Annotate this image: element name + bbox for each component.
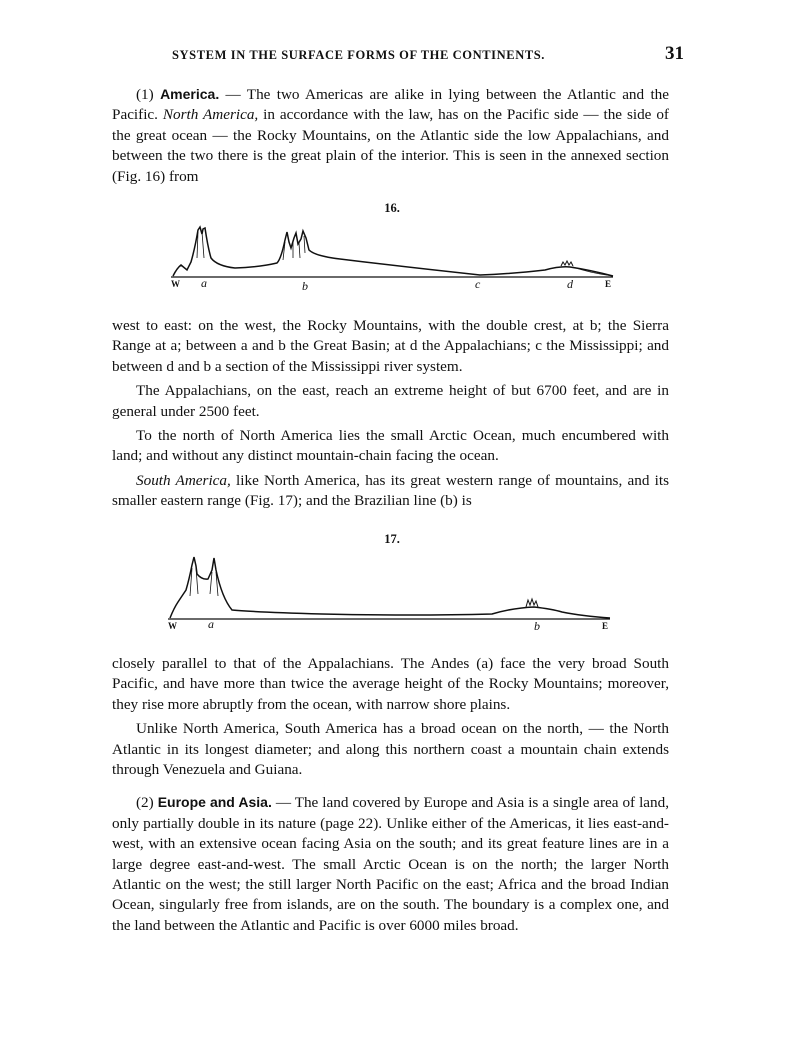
section-title: America. bbox=[160, 86, 220, 102]
fig17-label-a: a bbox=[208, 617, 214, 631]
section-number: (1) bbox=[136, 86, 154, 103]
paragraph-text: in accordance with the law, has on the Pacific side — the side of the great ocean — the Rocky Mountains, on the Atlantic side the low Appalachians, and between the two there is the great plain of the interior. This is seen in the annexed section (Fig. 16) from bbox=[112, 106, 669, 185]
text-block-3 bbox=[112, 654, 669, 936]
paragraph-fig16-caption: west to east: on the west, the Rocky Mountains, with the double crest, at b; the Sierra Range at a; between a and b the Great Basin; at d the Appalachians; c the Mississippi; and between d and b a section of the Mississippi river system. bbox=[112, 317, 669, 375]
figure-16-profile bbox=[165, 218, 625, 290]
fig16-label-e: E bbox=[605, 279, 612, 289]
fig16-label-w: W bbox=[171, 279, 180, 289]
paragraph-south-america bbox=[112, 471, 669, 512]
text-block-2 bbox=[112, 316, 669, 512]
fig16-appalachians bbox=[561, 261, 573, 266]
fig17-brazilian-range bbox=[526, 599, 538, 607]
emphasis-south-america: South America, bbox=[136, 471, 231, 489]
paragraph-andes: closely parallel to that of the Appalachians. The Andes (a) face the very broad South Pacific, and have more than twice the average height of the Rocky Mountains; moreover, they rise more abruptly from the ocean, with narrow shore plains. bbox=[112, 655, 669, 713]
figure-17-profile bbox=[162, 550, 622, 632]
paragraph-north-coast: Unlike North America, South America has a broad ocean on the north, — the North Atlantic in its longest diameter; and along this northern coast a mountain chain extends through Venezuela and Guiana. bbox=[112, 720, 669, 779]
page-number: 31 bbox=[665, 43, 684, 64]
figure-17-number: 17. bbox=[384, 532, 400, 546]
fig16-label-a: a bbox=[201, 276, 207, 290]
fig17-label-w: W bbox=[168, 621, 177, 631]
running-header: SYSTEM IN THE SURFACE FORMS OF THE CONTINENTS. bbox=[172, 48, 546, 62]
fig16-label-d: d bbox=[567, 277, 573, 290]
fig17-profile-line bbox=[170, 557, 610, 618]
paragraph-europe-asia bbox=[112, 792, 669, 936]
figure-16-number: 16. bbox=[384, 201, 400, 215]
paragraph-arctic: To the north of North America lies the small Arctic Ocean, much encumbered with land; and without any distinct mountain-chain facing the ocean. bbox=[112, 427, 669, 465]
paragraph-text: like North America, has its great western range of mountains, and its smaller eastern range (Fig. 17); and the Brazilian line (b) is bbox=[112, 471, 669, 510]
fig16-mountain-hatching bbox=[197, 232, 305, 260]
section-title: Europe and Asia. bbox=[157, 794, 272, 811]
paragraph-text: — The two Americas are alike in lying between the Atlantic and the Pacific. bbox=[112, 86, 670, 124]
fig16-label-c: c bbox=[475, 277, 481, 290]
fig16-profile-line bbox=[173, 227, 613, 276]
text-block-1 bbox=[112, 84, 669, 187]
fig16-label-b: b bbox=[302, 279, 308, 290]
fig17-mountain-hatching bbox=[190, 568, 218, 596]
paragraph-appalachians: The Appalachians, on the east, reach an extreme height of but 6700 feet, and are in general under 2500 feet. bbox=[112, 382, 669, 420]
fig17-label-b: b bbox=[534, 619, 540, 632]
emphasis-north-america: North America, bbox=[162, 106, 259, 124]
fig17-label-e: E bbox=[602, 621, 609, 631]
paragraph-america bbox=[112, 84, 669, 187]
section-number: (2) bbox=[136, 794, 154, 812]
paragraph-text: — The land covered by Europe and Asia is a single area of land, only partially double in its nature (page 22). Unlike either of the Americas, it lies east-and-west, with an extensive ocean facing Asia on the south; and its great feature lines are in a large degree east-and-west. The small Arctic Ocean is on the north; the larger North Atlantic on the west; the still larger North Pacific on the east; Africa and the broad Indian Ocean, singularly free from islands, are on the south. The boundary is a complex one, and the land between the Atlantic and Pacific is over 6000 miles broad. bbox=[112, 794, 670, 934]
